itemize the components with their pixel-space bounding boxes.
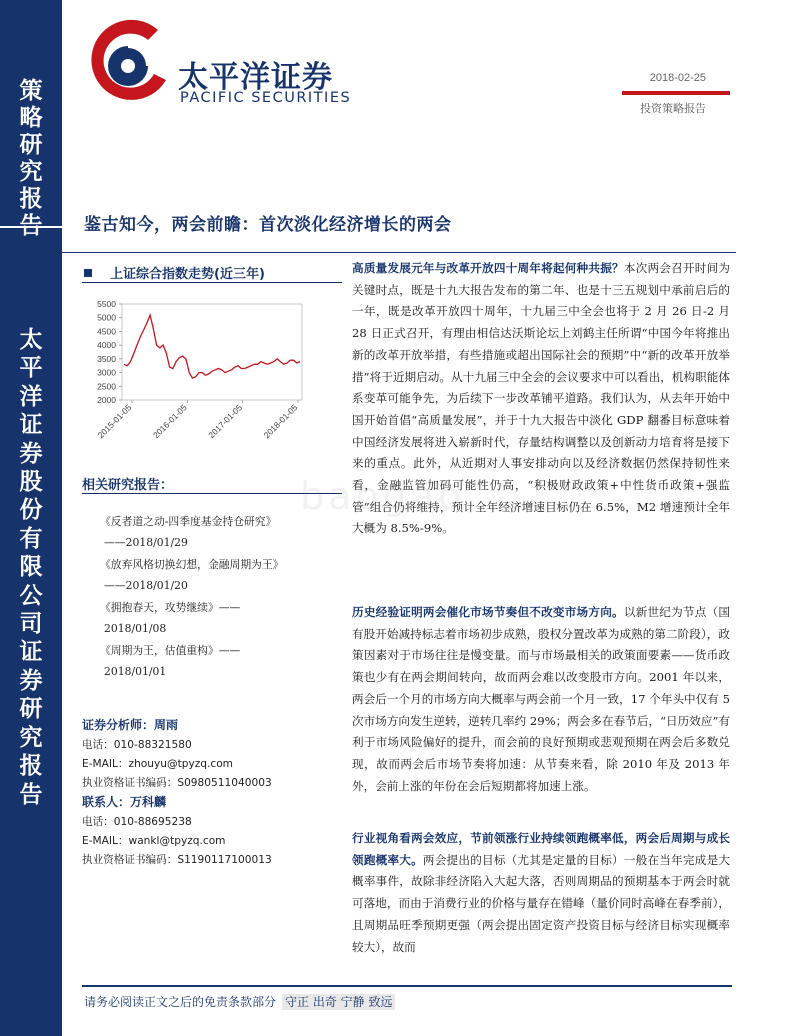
analyst-name: 周雨 <box>154 718 179 732</box>
chart-section-title: 上证综合指数走势(近三年) <box>110 267 265 282</box>
page-title: 鉴古知今，两会前瞻：首次淡化经济增长的两会 <box>84 215 452 235</box>
y-tick-label: 5000 <box>97 312 116 323</box>
sidebar-category-char: 研 <box>19 132 43 158</box>
sidebar-company-char: 券 <box>19 440 43 467</box>
related-report-date: 2018/01/08 <box>104 621 167 635</box>
y-tick-label: 4000 <box>97 340 116 351</box>
contact-phone: 电话：010-88695238 <box>82 816 192 828</box>
related-report-title: 《拥抱春天，攻势继续》—— <box>100 601 241 614</box>
brand-name-cn: 太平洋证券 <box>178 60 333 95</box>
report-type: 投资策略报告 <box>640 102 706 115</box>
title-divider <box>62 252 736 253</box>
related-report-date: ——2018/01/29 <box>104 535 188 549</box>
y-tick-label: 5500 <box>97 299 116 309</box>
sidebar-company-char: 份 <box>19 497 43 524</box>
x-tick-label: 2016-01-05 <box>150 402 189 441</box>
brand-name-en: PACIFIC SECURITIES <box>180 90 352 106</box>
analyst-cert: 执业资格证书编码：S0980511040003 <box>82 777 272 789</box>
paragraph-3-heading: 行业视角看两会效应，节前领涨行业持续领跑概率低，两会后周期与成长领跑概率大。 <box>352 831 730 867</box>
sidebar <box>0 0 62 1036</box>
footer-disclaimer[interactable]: 请务必阅读正文之后的免责条款部分 <box>84 995 277 1009</box>
related-report-date: ——2018/01/20 <box>104 578 188 592</box>
sidebar-category-char: 策 <box>19 78 43 104</box>
y-tick-label: 2000 <box>97 395 116 405</box>
sidebar-company-char: 有 <box>19 525 43 552</box>
sidebar-company-char: 限 <box>19 554 43 581</box>
contact-name: 万科麟 <box>130 795 167 809</box>
sidebar-company-char: 证 <box>19 412 43 439</box>
sidebar-company-char: 平 <box>19 355 43 382</box>
sidebar-company-char: 券 <box>19 667 43 694</box>
sidebar-company-char: 洋 <box>19 383 43 410</box>
related-reports-list <box>100 512 340 684</box>
report-date: 2018-02-25 <box>649 72 706 84</box>
sidebar-company-char: 证 <box>19 639 43 666</box>
contact-email[interactable]: E-MAIL：wankl@tpyzq.com <box>82 835 226 847</box>
paragraph-2-text: 以新世纪为节点（国有股开始减持标志着市场初步成熟，股权分置改革为成熟的第二阶段），政策因素对于市场往往是慢变量。而与市场最相关的政策面要素——货币政策也少有在两会期间转向，故而两会难以改变股市方向。2001 年以来，两会后一个月的市场方向大概率与两会前一个月一致，17 个年头中仅有 5 次市场方向发生逆转，逆转几率约 29%；两会多在春节后，“日历效应”有利于市场风险偏好的提升，而会前的良好预期或悲观预期在两会后多数兑现，故而两会后市场节奏将加速：从节奏来看，除 2010 年及 2013 年外，会前上涨的年份在会后短期都将加速上涨。 <box>352 605 730 793</box>
sidebar-company-name <box>0 326 62 809</box>
sidebar-category-char: 告 <box>19 213 43 239</box>
y-tick-label: 2500 <box>97 381 116 392</box>
related-report-title: 《反者道之动-四季度基金持仓研究》 <box>100 515 277 528</box>
related-report-title: 《放弃风格切换幻想，金融周期为王》 <box>100 558 284 571</box>
sidebar-company-char: 研 <box>19 696 43 723</box>
analyst-email[interactable]: E-MAIL：zhouyu@tpyzq.com <box>82 758 233 770</box>
contact-cert: 执业资格证书编码：S1190117100013 <box>82 854 272 866</box>
series-line-上证综指 <box>124 315 300 378</box>
paragraph-3 <box>352 828 730 958</box>
sidebar-company-char: 公 <box>19 582 43 609</box>
paragraph-1 <box>352 258 730 540</box>
analyst-label: 证券分析师： <box>82 718 155 732</box>
sidebar-company-char: 股 <box>19 469 43 496</box>
sidebar-category-char: 究 <box>19 159 43 185</box>
header-red-rule <box>622 91 730 95</box>
related-report-item[interactable] <box>100 555 340 596</box>
paragraph-2 <box>352 602 730 797</box>
related-report-item[interactable] <box>100 598 340 639</box>
sidebar-company-char: 究 <box>19 724 43 751</box>
x-tick-label: 2015-01-05 <box>95 402 134 441</box>
related-reports-title: 相关研究报告： <box>82 474 342 494</box>
index-trend-chart <box>82 290 312 450</box>
paragraph-1-heading: 高质量发展元年与改革开放四十周年将起何种共振？ <box>352 261 624 275</box>
pacific-securities-logo <box>88 18 178 108</box>
chart-section-header <box>82 263 342 283</box>
y-tick-label: 4500 <box>97 326 116 337</box>
paragraph-3-text: 两会提出的目标（尤其是定量的目标）一般在当年完成是大概率事件，故除非经济陷入大起大落，否则周期品的预期基本于两会时就可落地，而由于消费行业的价格与量存在错峰（量价同时高峰在春季前），且周期品旺季预期更强（两会提出固定资产投资目标与经济目标实现概率较大），故而 <box>352 852 730 954</box>
paragraph-1-text: 本次两会召开时间为关键时点，既是十九大报告发布的第二年、也是十三五规划中承前启后的一年，既是改革开放四十周年，十九届三中全会也将于 2 月 26 日-2 月 28 日正式召开，有理由相信达沃斯论坛上刘鹤主任所谓“中国今年将推出新的改革开放举措，有些措施或超出国际社会的预期”中“新的改革开放举措”将于近期启动。从十九届三中全会的会议要求中可以看出，机构职能体系变革可能争先，为后续下一步改革铺平道路。我们认为，从去年开始中国开始首倡“高质量发展”，并于十九大报告中淡化 GDP 翻番目标意味着中国经济发展将进入崭新时代，存量结构调整以及创新动力培育将是接下来的重点。此外，从近期对人事安排动向以及经济数据仍然保持韧性来看，金融监管加码可能性仍高，“积极财政政策+中性货币政策+强监管”组合仍将维持，预计全年经济增速目标仍在 6.5%，M2 增速预计全年大概为 8.5%-9%。 <box>352 261 730 536</box>
related-report-date: 2018/01/01 <box>104 664 167 678</box>
paragraph-2-heading: 历史经验证明两会催化市场节奏但不改变市场方向。 <box>352 605 624 619</box>
sidebar-company-char: 太 <box>19 327 43 353</box>
sidebar-report-category <box>0 78 62 240</box>
x-tick-label: 2017-01-05 <box>206 402 245 441</box>
y-tick-label: 3500 <box>97 353 116 364</box>
contact-label: 联系人： <box>82 795 131 809</box>
footer-motto: 守正 出奇 宁静 致远 <box>282 994 395 1010</box>
footer <box>84 993 395 1010</box>
related-report-item[interactable] <box>100 641 340 682</box>
analyst-phone: 电话：010-88321580 <box>82 739 192 751</box>
section-bullet-icon <box>84 269 92 277</box>
sidebar-company-char: 告 <box>19 781 43 808</box>
x-tick-label: 2018-01-05 <box>261 402 300 441</box>
related-report-item[interactable] <box>100 512 340 553</box>
sidebar-category-char: 略 <box>19 105 43 131</box>
y-tick-label: 3000 <box>97 367 116 378</box>
sidebar-category-char: 报 <box>19 186 43 212</box>
sidebar-company-char: 报 <box>19 753 43 780</box>
related-report-title: 《周期为王，估值重构》—— <box>100 644 241 657</box>
sidebar-company-char: 司 <box>19 611 43 638</box>
footer-divider <box>82 985 732 987</box>
analyst-info <box>82 716 347 870</box>
watermark: baogao <box>300 474 466 518</box>
